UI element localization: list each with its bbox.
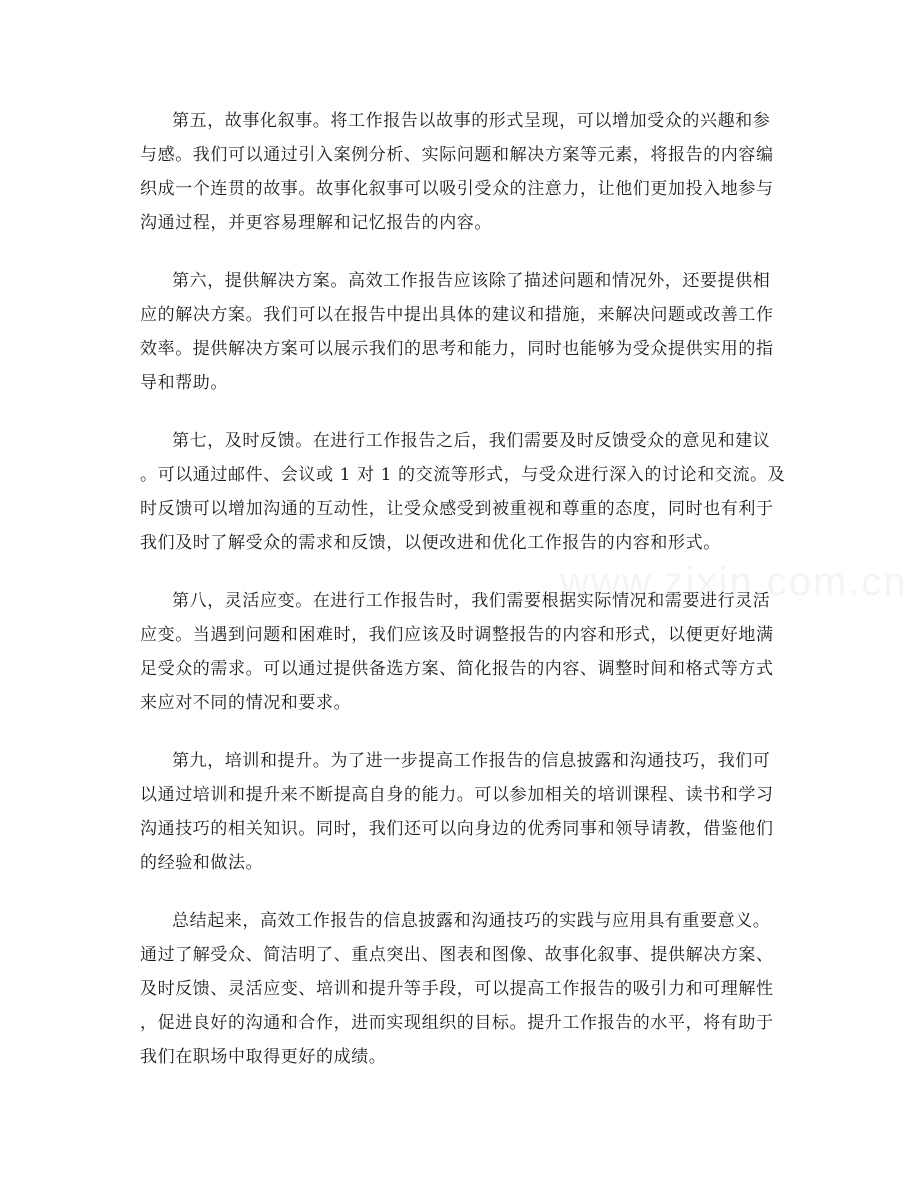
text-line: 沟通技巧的相关知识。同时，我们还可以向身边的优秀同事和领导请教，借鉴他们 [140, 819, 774, 839]
text-line: 时反馈可以增加沟通的互动性，让受众感受到被重视和尊重的态度，同时也有利于 [140, 499, 774, 519]
text-line: 我们及时了解受众的需求和反馈，以便改进和优化工作报告的内容和形式。 [140, 533, 721, 553]
text-line: ，促进良好的沟通和合作，进而实现组织的目标。提升工作报告的水平，将有助于 [140, 1013, 774, 1033]
text-line: 第六，提供解决方案。高效工作报告应该除了描述问题和情况外，还要提供相 [172, 271, 771, 291]
text-line: 第八，灵活应变。在进行工作报告时，我们需要根据实际情况和需要进行灵活 [172, 591, 771, 611]
text-line: 我们在职场中取得更好的成绩。 [140, 1047, 387, 1067]
text-line: 应变。当遇到问题和困难时，我们应该及时调整报告的内容和形式，以便更好地满 [140, 625, 774, 645]
paragraph-8 [140, 584, 780, 720]
text-line: 效率。提供解决方案可以展示我们的思考和能力，同时也能够为受众提供实用的指 [140, 339, 774, 359]
text-line: 第五，故事化叙事。将工作报告以故事的形式呈现，可以增加受众的兴趣和参 [172, 111, 771, 131]
text-line: 与感。我们可以通过引入案例分析、实际问题和解决方案等元素，将报告的内容编 [140, 145, 774, 165]
text-line: 应的解决方案。我们可以在报告中提出具体的建议和措施，来解决问题或改善工作 [140, 305, 774, 325]
text-line: 以通过培训和提升来不断提高自身的能力。可以参加相关的培训课程、读书和学习 [140, 785, 774, 805]
text-line: 总结起来，高效工作报告的信息披露和沟通技巧的实践与应用具有重要意义。 [172, 911, 771, 931]
text-line: 通过了解受众、简洁明了、重点突出、图表和图像、故事化叙事、提供解决方案、 [140, 945, 774, 965]
text-line: 织成一个连贯的故事。故事化叙事可以吸引受众的注意力，让他们更加投入地参与 [140, 179, 774, 199]
document-body [140, 104, 786, 1098]
text-line: 沟通过程，并更容易理解和记忆报告的内容。 [140, 213, 492, 233]
paragraph-6 [140, 264, 780, 400]
text-line: 。可以通过邮件、会议或 1 对 1 的交流等形式，与受众进行深入的讨论和交流。及 [140, 465, 786, 485]
paragraph-9 [140, 744, 780, 880]
paragraph-conclusion [140, 904, 780, 1074]
paragraph-5 [140, 104, 780, 240]
paragraph-7 [140, 424, 786, 560]
text-line: 来应对不同的情况和要求。 [140, 693, 352, 713]
text-line: 导和帮助。 [140, 373, 228, 393]
text-line: 及时反馈、灵活应变、培训和提升等手段，可以提高工作报告的吸引力和可理解性 [140, 979, 774, 999]
text-line: 第九，培训和提升。为了进一步提高工作报告的信息披露和沟通技巧，我们可 [172, 751, 771, 771]
text-line: 第七，及时反馈。在进行工作报告之后，我们需要及时反馈受众的意见和建议 [172, 431, 771, 451]
text-line: 足受众的需求。可以通过提供备选方案、简化报告的内容、调整时间和格式等方式 [140, 659, 774, 679]
text-line: 的经验和做法。 [140, 853, 264, 873]
